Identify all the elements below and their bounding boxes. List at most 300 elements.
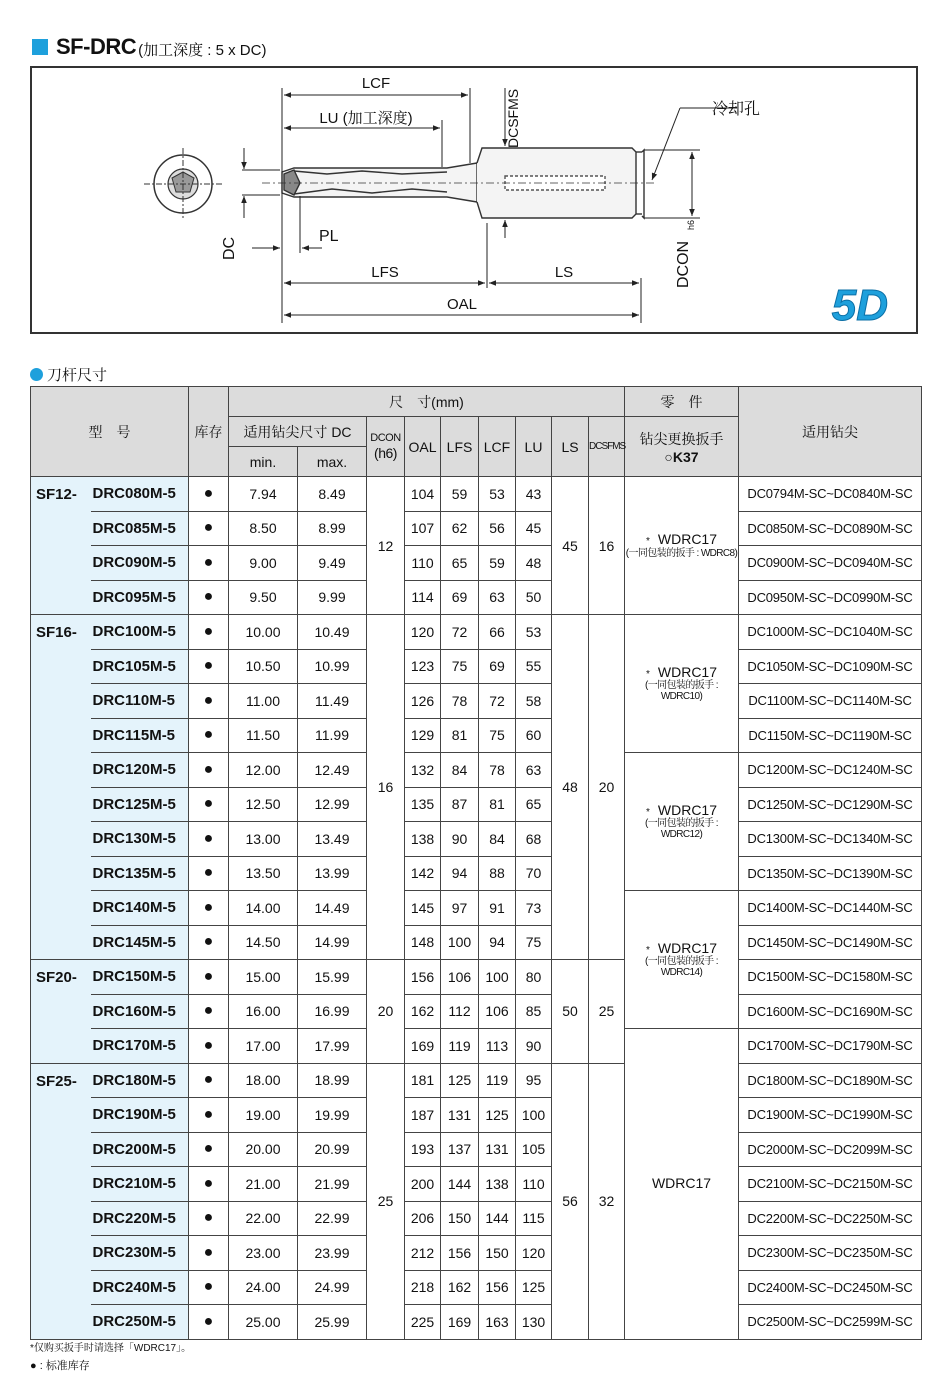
model-cell: DRC105M-5 (91, 649, 189, 684)
table-row (31, 1236, 922, 1271)
lcf-cell: 75 (479, 718, 516, 753)
lcf-cell: 144 (479, 1201, 516, 1236)
lcf-cell: 100 (479, 960, 516, 995)
label-ls: LS (554, 264, 574, 281)
wrench-main (646, 940, 717, 956)
stock-cell: ● (189, 684, 229, 719)
lfs-cell: 72 (441, 615, 479, 650)
series-cell: SF25- (31, 1063, 91, 1339)
oal-cell: 193 (405, 1132, 441, 1167)
tool-drawing (32, 68, 916, 332)
dc-min-cell: 12.50 (229, 787, 298, 822)
model-cell: DRC240M-5 (91, 1270, 189, 1305)
stock-cell: ● (189, 718, 229, 753)
lu-cell: 50 (516, 580, 552, 615)
lu-cell: 60 (516, 718, 552, 753)
lcf-cell: 119 (479, 1063, 516, 1098)
dc-min-cell: 21.00 (229, 1167, 298, 1202)
lu-cell: 53 (516, 615, 552, 650)
dc-min-cell: 20.00 (229, 1132, 298, 1167)
model-cell: DRC090M-5 (91, 546, 189, 581)
model-cell: DRC220M-5 (91, 1201, 189, 1236)
lcf-cell: 53 (479, 477, 516, 512)
dc-min-cell: 10.00 (229, 615, 298, 650)
label-lu: LU (加工深度) (319, 110, 413, 127)
lu-cell: 45 (516, 511, 552, 546)
wrench-star: * (645, 536, 650, 548)
dc-min-cell: 11.00 (229, 684, 298, 719)
title-main: SF-DRC (56, 34, 137, 59)
table-row (31, 925, 922, 960)
wrench-main (646, 531, 717, 547)
dc-min-cell: 13.50 (229, 856, 298, 891)
stock-cell: ● (189, 649, 229, 684)
table-row (31, 718, 922, 753)
lfs-cell: 125 (441, 1063, 479, 1098)
lfs-cell: 94 (441, 856, 479, 891)
end-view-icon (144, 148, 222, 220)
wrench-cell (625, 1029, 739, 1340)
oal-cell: 162 (405, 994, 441, 1029)
oal-cell: 132 (405, 753, 441, 788)
wrench-star: * (645, 806, 650, 818)
lfs-cell: 97 (441, 891, 479, 926)
dcsfms-cell: 20 (589, 615, 625, 960)
oal-cell: 148 (405, 925, 441, 960)
lcf-cell: 106 (479, 994, 516, 1029)
dc-min-cell: 7.94 (229, 477, 298, 512)
stock-cell: ● (189, 615, 229, 650)
dc-min-cell: 16.00 (229, 994, 298, 1029)
tip-cell: DC2100M-SC~DC2150M-SC (739, 1167, 922, 1202)
dc-max-cell: 23.99 (298, 1236, 367, 1271)
tip-cell: DC2200M-SC~DC2250M-SC (739, 1201, 922, 1236)
tip-cell: DC2300M-SC~DC2350M-SC (739, 1236, 922, 1271)
oal-cell: 145 (405, 891, 441, 926)
logo-5d: 5D (831, 281, 888, 330)
lfs-cell: 62 (441, 511, 479, 546)
table-row (31, 787, 922, 822)
tip-cell: DC2000M-SC~DC2099M-SC (739, 1132, 922, 1167)
lcf-cell: 150 (479, 1236, 516, 1271)
table-row (31, 684, 922, 719)
dc-min-cell: 18.00 (229, 1063, 298, 1098)
dc-max-cell: 9.49 (298, 546, 367, 581)
oal-cell: 123 (405, 649, 441, 684)
tip-cell: DC1050M-SC~DC1090M-SC (739, 649, 922, 684)
header-stock: 库存 (189, 387, 229, 477)
stock-cell: ● (189, 511, 229, 546)
lfs-cell: 137 (441, 1132, 479, 1167)
table-row (31, 960, 922, 995)
tip-cell: DC1350M-SC~DC1390M-SC (739, 856, 922, 891)
label-dc: DC (221, 236, 238, 260)
wrench-name: WDRC17 (651, 1175, 712, 1192)
wrench-included: (一同包装的扳手 : WDRC10) (645, 680, 718, 703)
lu-cell: 65 (516, 787, 552, 822)
lfs-cell: 119 (441, 1029, 479, 1064)
lcf-cell: 94 (479, 925, 516, 960)
table-row (31, 891, 922, 926)
lcf-cell: 156 (479, 1270, 516, 1305)
dc-max-cell: 11.49 (298, 684, 367, 719)
wrench-main (646, 802, 717, 818)
table-row (31, 649, 922, 684)
dc-max-cell: 20.99 (298, 1132, 367, 1167)
dc-min-cell: 11.50 (229, 718, 298, 753)
lu-cell: 55 (516, 649, 552, 684)
oal-cell: 104 (405, 477, 441, 512)
model-cell: DRC085M-5 (91, 511, 189, 546)
header-dcsfms: DCSFMS (589, 417, 625, 477)
stock-cell: ● (189, 960, 229, 995)
header-tip: 适用钻尖 (739, 387, 922, 477)
stock-cell: ● (189, 1063, 229, 1098)
tip-cell: DC1150M-SC~DC1190M-SC (739, 718, 922, 753)
tip-cell: DC2500M-SC~DC2599M-SC (739, 1305, 922, 1340)
lcf-cell: 113 (479, 1029, 516, 1064)
wrench-cell (625, 615, 739, 753)
series-cell: SF20- (31, 960, 91, 1064)
oal-cell: 135 (405, 787, 441, 822)
stock-cell: ● (189, 994, 229, 1029)
oal-cell: 129 (405, 718, 441, 753)
dc-max-cell: 25.99 (298, 1305, 367, 1340)
title-sub: (加工深度 : 5 x DC) (138, 41, 267, 59)
note-stock: ● : 标准库存 (30, 1360, 90, 1372)
dcsfms-cell: 25 (589, 960, 625, 1064)
lfs-cell: 169 (441, 1305, 479, 1340)
header-max: max. (298, 447, 367, 477)
model-cell: DRC135M-5 (91, 856, 189, 891)
dc-min-cell: 23.00 (229, 1236, 298, 1271)
oal-cell: 225 (405, 1305, 441, 1340)
table-row (31, 1132, 922, 1167)
lfs-cell: 144 (441, 1167, 479, 1202)
dcon-cell: 20 (367, 960, 405, 1064)
dc-min-cell: 9.50 (229, 580, 298, 615)
lcf-cell: 125 (479, 1098, 516, 1133)
ls-cell: 56 (552, 1063, 589, 1339)
dc-max-cell: 9.99 (298, 580, 367, 615)
table-row (31, 753, 922, 788)
table-row (31, 994, 922, 1029)
label-lfs: LFS (371, 264, 399, 281)
stock-cell: ● (189, 925, 229, 960)
model-cell: DRC120M-5 (91, 753, 189, 788)
lfs-cell: 106 (441, 960, 479, 995)
header-lcf: LCF (479, 417, 516, 477)
model-cell: DRC125M-5 (91, 787, 189, 822)
lcf-cell: 138 (479, 1167, 516, 1202)
lu-cell: 130 (516, 1305, 552, 1340)
lu-cell: 95 (516, 1063, 552, 1098)
lu-cell: 105 (516, 1132, 552, 1167)
tip-cell: DC1800M-SC~DC1890M-SC (739, 1063, 922, 1098)
model-cell: DRC100M-5 (91, 615, 189, 650)
label-lcf: LCF (361, 75, 391, 92)
lfs-cell: 162 (441, 1270, 479, 1305)
header-dcon: DCON (h6) (367, 417, 405, 477)
header-parts: 零 件 (625, 387, 739, 417)
table-row (31, 1305, 922, 1340)
table-row (31, 580, 922, 615)
lcf-cell: 59 (479, 546, 516, 581)
wrench-main (646, 664, 717, 680)
table-row (31, 511, 922, 546)
wrench-name: WDRC17 (657, 663, 718, 680)
dc-max-cell: 18.99 (298, 1063, 367, 1098)
dc-max-cell: 13.49 (298, 822, 367, 857)
table-row (31, 822, 922, 857)
tool-diagram (30, 66, 918, 334)
dc-min-cell: 24.00 (229, 1270, 298, 1305)
ls-cell: 45 (552, 477, 589, 615)
tip-cell: DC0950M-SC~DC0990M-SC (739, 580, 922, 615)
stock-cell: ● (189, 1305, 229, 1340)
tip-cell: DC1600M-SC~DC1690M-SC (739, 994, 922, 1029)
tip-cell: DC1900M-SC~DC1990M-SC (739, 1098, 922, 1133)
tip-cell: DC1200M-SC~DC1240M-SC (739, 753, 922, 788)
label-dcsfms: DCSFMS (505, 88, 521, 148)
tip-cell: DC0794M-SC~DC0840M-SC (739, 477, 922, 512)
lu-cell: 68 (516, 822, 552, 857)
tip-cell: DC1100M-SC~DC1140M-SC (739, 684, 922, 719)
title-marker (32, 39, 48, 55)
lfs-cell: 90 (441, 822, 479, 857)
lu-cell: 73 (516, 891, 552, 926)
tip-cell: DC0900M-SC~DC0940M-SC (739, 546, 922, 581)
lfs-cell: 112 (441, 994, 479, 1029)
dc-min-cell: 17.00 (229, 1029, 298, 1064)
model-cell: DRC210M-5 (91, 1167, 189, 1202)
stock-cell: ● (189, 753, 229, 788)
dc-min-cell: 10.50 (229, 649, 298, 684)
lfs-cell: 87 (441, 787, 479, 822)
model-cell: DRC150M-5 (91, 960, 189, 995)
model-cell: DRC115M-5 (91, 718, 189, 753)
lu-cell: 125 (516, 1270, 552, 1305)
model-cell: DRC170M-5 (91, 1029, 189, 1064)
model-cell: DRC160M-5 (91, 994, 189, 1029)
dc-min-cell: 9.00 (229, 546, 298, 581)
oal-cell: 120 (405, 615, 441, 650)
spec-table-body (31, 477, 922, 1340)
header-model: 型 号 (31, 387, 189, 477)
dcon-cell: 12 (367, 477, 405, 615)
stock-cell: ● (189, 477, 229, 512)
header-dims: 尺 寸(mm) (229, 387, 625, 417)
lu-cell: 90 (516, 1029, 552, 1064)
label-oal: OAL (446, 296, 478, 313)
tip-cell: DC0850M-SC~DC0890M-SC (739, 511, 922, 546)
lcf-cell: 84 (479, 822, 516, 857)
dc-max-cell: 11.99 (298, 718, 367, 753)
table-row (31, 615, 922, 650)
header-lfs: LFS (441, 417, 479, 477)
table-row (31, 856, 922, 891)
stock-cell: ● (189, 580, 229, 615)
dc-min-cell: 25.00 (229, 1305, 298, 1340)
table-row (31, 1201, 922, 1236)
stock-cell: ● (189, 822, 229, 857)
stock-cell: ● (189, 1201, 229, 1236)
model-cell: DRC145M-5 (91, 925, 189, 960)
dc-min-cell: 14.00 (229, 891, 298, 926)
model-cell: DRC200M-5 (91, 1132, 189, 1167)
wrench-name: WDRC17 (657, 801, 718, 818)
table-row (31, 477, 922, 512)
model-cell: DRC230M-5 (91, 1236, 189, 1271)
lu-cell: 120 (516, 1236, 552, 1271)
header-wrench: 钻尖更换扳手 ○K37 (625, 417, 739, 477)
section-title: 刀杆尺寸 (47, 367, 108, 384)
lu-cell: 115 (516, 1201, 552, 1236)
stock-cell: ● (189, 1132, 229, 1167)
wrench-name: WDRC17 (657, 531, 718, 548)
stock-cell: ● (189, 891, 229, 926)
table-row (31, 546, 922, 581)
oal-cell: 107 (405, 511, 441, 546)
model-cell: DRC140M-5 (91, 891, 189, 926)
lfs-cell: 69 (441, 580, 479, 615)
wrench-included: (一同包装的扳手 : WDRC8) (625, 547, 738, 559)
lu-cell: 63 (516, 753, 552, 788)
lcf-cell: 163 (479, 1305, 516, 1340)
lfs-cell: 78 (441, 684, 479, 719)
table-row (31, 1098, 922, 1133)
header-oal: OAL (405, 417, 441, 477)
spec-table (30, 386, 922, 1340)
section-heading (30, 364, 107, 385)
lfs-cell: 84 (441, 753, 479, 788)
wrench-cell (625, 891, 739, 1029)
tip-cell: DC1000M-SC~DC1040M-SC (739, 615, 922, 650)
dc-max-cell: 16.99 (298, 994, 367, 1029)
lcf-cell: 91 (479, 891, 516, 926)
dcon-cell: 25 (367, 1063, 405, 1339)
stock-cell: ● (189, 1167, 229, 1202)
oal-cell: 206 (405, 1201, 441, 1236)
dc-max-cell: 12.49 (298, 753, 367, 788)
stock-cell: ● (189, 1270, 229, 1305)
lu-cell: 85 (516, 994, 552, 1029)
dc-max-cell: 19.99 (298, 1098, 367, 1133)
stock-cell: ● (189, 1236, 229, 1271)
table-row (31, 1270, 922, 1305)
lu-cell: 80 (516, 960, 552, 995)
lu-cell: 43 (516, 477, 552, 512)
lfs-cell: 156 (441, 1236, 479, 1271)
lcf-cell: 81 (479, 787, 516, 822)
stock-cell: ● (189, 546, 229, 581)
lfs-cell: 150 (441, 1201, 479, 1236)
lcf-cell: 63 (479, 580, 516, 615)
dc-max-cell: 10.49 (298, 615, 367, 650)
stock-cell: ● (189, 1098, 229, 1133)
dc-min-cell: 13.00 (229, 822, 298, 857)
model-cell: DRC110M-5 (91, 684, 189, 719)
label-coolant: 冷却孔 (712, 101, 761, 118)
dc-max-cell: 8.99 (298, 511, 367, 546)
series-cell: SF12- (31, 477, 91, 615)
model-cell: DRC190M-5 (91, 1098, 189, 1133)
wrench-star: * (645, 944, 650, 956)
page-title (32, 34, 266, 60)
model-cell: DRC130M-5 (91, 822, 189, 857)
tip-cell: DC1450M-SC~DC1490M-SC (739, 925, 922, 960)
wrench-name: WDRC17 (657, 939, 718, 956)
model-cell: DRC250M-5 (91, 1305, 189, 1340)
lcf-cell: 56 (479, 511, 516, 546)
ls-cell: 48 (552, 615, 589, 960)
lcf-cell: 72 (479, 684, 516, 719)
section-dot (30, 368, 43, 381)
oal-cell: 169 (405, 1029, 441, 1064)
ls-cell: 50 (552, 960, 589, 1064)
lu-cell: 70 (516, 856, 552, 891)
lcf-cell: 131 (479, 1132, 516, 1167)
label-h6: h6 (686, 219, 696, 230)
dc-max-cell: 14.49 (298, 891, 367, 926)
wrench-included: (一同包装的扳手 : WDRC14) (645, 956, 718, 979)
oal-cell: 212 (405, 1236, 441, 1271)
oal-cell: 114 (405, 580, 441, 615)
dc-min-cell: 15.00 (229, 960, 298, 995)
model-cell: DRC180M-5 (91, 1063, 189, 1098)
dc-max-cell: 21.99 (298, 1167, 367, 1202)
lu-cell: 75 (516, 925, 552, 960)
lcf-cell: 66 (479, 615, 516, 650)
wrench-cell (625, 753, 739, 891)
wrench-star: * (645, 668, 650, 680)
stock-cell: ● (189, 787, 229, 822)
dcsfms-cell: 16 (589, 477, 625, 615)
lfs-cell: 65 (441, 546, 479, 581)
lcf-cell: 69 (479, 649, 516, 684)
dc-max-cell: 8.49 (298, 477, 367, 512)
oal-cell: 218 (405, 1270, 441, 1305)
label-pl: PL (319, 228, 339, 245)
drill-tool-icon (262, 148, 657, 218)
oal-cell: 126 (405, 684, 441, 719)
wrench-included: (一同包装的扳手 : WDRC12) (645, 818, 718, 841)
lfs-cell: 131 (441, 1098, 479, 1133)
stock-cell: ● (189, 1029, 229, 1064)
tip-cell: DC1500M-SC~DC1580M-SC (739, 960, 922, 995)
series-cell: SF16- (31, 615, 91, 960)
lu-cell: 48 (516, 546, 552, 581)
lu-cell: 100 (516, 1098, 552, 1133)
label-dcon: DCON (675, 240, 692, 288)
tip-cell: DC1400M-SC~DC1440M-SC (739, 891, 922, 926)
oal-cell: 156 (405, 960, 441, 995)
oal-cell: 181 (405, 1063, 441, 1098)
dcsfms-cell: 32 (589, 1063, 625, 1339)
lfs-cell: 75 (441, 649, 479, 684)
lu-cell: 110 (516, 1167, 552, 1202)
model-cell: DRC080M-5 (91, 477, 189, 512)
header-min: min. (229, 447, 298, 477)
table-row (31, 1167, 922, 1202)
note-purchase: *仅购买扳手时请选择「WDRC17」。 (30, 1343, 192, 1354)
stock-cell: ● (189, 856, 229, 891)
model-cell: DRC095M-5 (91, 580, 189, 615)
dc-max-cell: 17.99 (298, 1029, 367, 1064)
lfs-cell: 81 (441, 718, 479, 753)
tip-cell: DC1250M-SC~DC1290M-SC (739, 787, 922, 822)
dc-min-cell: 22.00 (229, 1201, 298, 1236)
